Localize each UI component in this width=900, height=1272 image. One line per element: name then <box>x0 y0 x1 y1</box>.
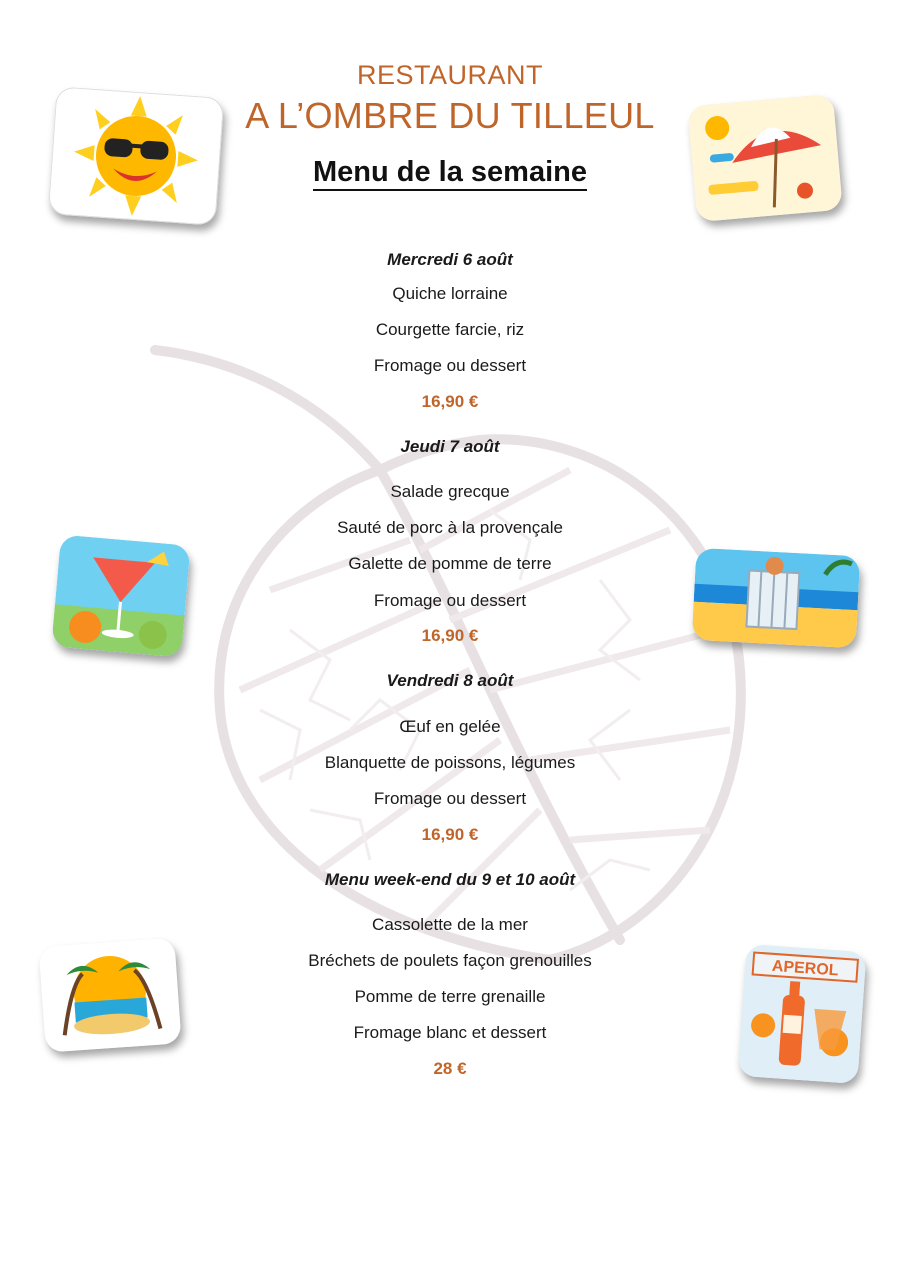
day-title: Jeudi 7 août <box>400 437 500 456</box>
dish-item: Fromage ou dessert <box>373 591 527 610</box>
day-title: Menu week-end du 9 et 10 août <box>324 870 576 889</box>
tropical-island-icon <box>38 937 181 1052</box>
dish-item: Salade grecque <box>390 482 510 501</box>
cocktail-icon <box>51 535 190 658</box>
page-title: Menu de la semaine <box>313 156 587 191</box>
dish-item: Quiche lorraine <box>392 284 508 303</box>
day-title: Vendredi 8 août <box>386 671 514 690</box>
sun-with-sunglasses-icon <box>48 86 225 225</box>
price: 16,90 € <box>421 626 479 645</box>
dish-item: Pomme de terre grenaille <box>354 987 546 1006</box>
day-title: Mercredi 6 août <box>387 250 513 269</box>
dish-item: Galette de pomme de terre <box>348 554 552 573</box>
restaurant-label: RESTAURANT <box>356 60 543 90</box>
dish-item: Cassolette de la mer <box>372 915 528 934</box>
dish-item: Sauté de porc à la provençale <box>337 518 563 537</box>
dish-item: Courgette farcie, riz <box>375 320 525 339</box>
restaurant-name: A L’OMBRE DU TILLEUL <box>245 95 655 136</box>
dish-item: Fromage blanc et dessert <box>353 1023 547 1042</box>
beach-chair-icon <box>692 548 861 648</box>
price: 28 € <box>433 1059 467 1078</box>
aperol-label: APEROL <box>771 957 840 980</box>
beach-umbrella-icon <box>687 94 843 222</box>
dish-item: Bréchets de poulets façon grenouilles <box>308 951 592 970</box>
dish-item: Œuf en gelée <box>399 717 501 736</box>
dish-item: Fromage ou dessert <box>373 356 527 375</box>
dish-item: Fromage ou dessert <box>373 789 527 808</box>
dish-item: Blanquette de poissons, légumes <box>324 753 576 772</box>
aperol-spritz-icon <box>738 944 867 1084</box>
price: 16,90 € <box>421 392 479 411</box>
price: 16,90 € <box>421 825 479 844</box>
